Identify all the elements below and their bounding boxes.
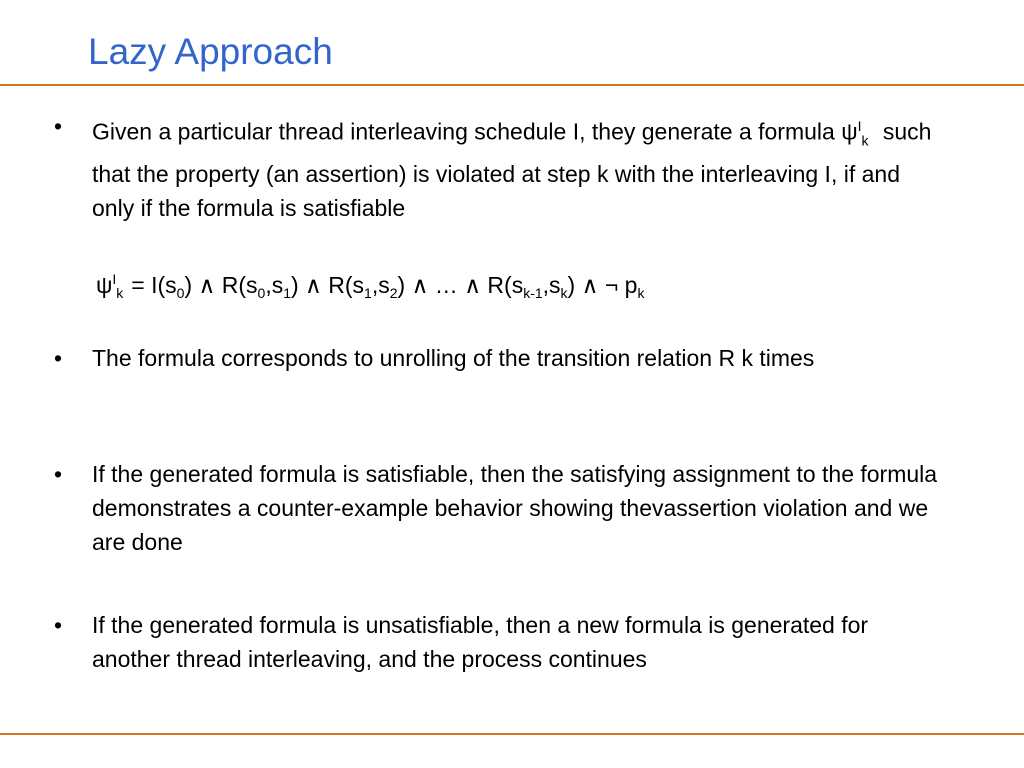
formula-subscript: k — [560, 285, 568, 301]
formula-text: ,s — [265, 272, 284, 298]
formula-subscript: 1 — [364, 285, 372, 301]
psi-symbol: ψ — [96, 272, 113, 298]
bullet-item-3 — [50, 457, 940, 559]
formula-subscript: 0 — [257, 285, 266, 301]
bottom-divider — [0, 733, 1024, 735]
formula-superscript: I — [857, 118, 862, 134]
bullet-text-part: such that the property (an assertion) is violated at step k with the interleaving I, if and only if the formula is satisfiable — [92, 118, 932, 222]
bullet-text: The formula corresponds to unrolling of the transition relation R k times — [92, 345, 815, 371]
formula-text: ) ∧ R(s — [184, 272, 258, 298]
formula-subscript: k — [637, 285, 645, 301]
formula-subscript: 0 — [176, 285, 185, 301]
bullet-marker: • — [54, 113, 63, 139]
slide-title: Lazy Approach — [88, 31, 333, 72]
formula-superscript: I — [112, 271, 117, 287]
bullet-text — [92, 109, 940, 225]
formula-text: ,s — [542, 272, 561, 298]
formula-subscript: k — [861, 132, 869, 149]
formula-text: ) ∧ R(s — [291, 272, 365, 298]
formula-subscript: k-1 — [523, 285, 543, 301]
bullet-text: If the generated formula is unsatisfiable, then a new formula is generated for another thread interleaving, and the process continues — [92, 612, 869, 672]
bullet-text-part: Given a particular thread interleaving schedule I, they generate a formula ψ — [92, 118, 858, 145]
bullet-item-4 — [50, 608, 940, 676]
formula-text: = I(s — [131, 272, 177, 298]
formula-subscript: 2 — [389, 285, 398, 301]
top-divider — [0, 84, 1024, 86]
bullet-item-1 — [50, 109, 940, 225]
bullet-marker: • — [54, 612, 63, 638]
bullet-marker: • — [54, 461, 63, 487]
formula-text: ) ∧ ¬ p — [567, 272, 638, 298]
formula-text: ) ∧ … ∧ R(s — [397, 272, 524, 298]
bullet-marker: • — [54, 345, 63, 371]
formula-text: ,s — [371, 272, 390, 298]
bullet-text: If the generated formula is satisfiable, then the satisfying assignment to the formula demonstrates a counter-example behavior showing thevassertion violation and we are done — [92, 461, 938, 555]
formula-line — [96, 262, 644, 310]
formula-subscript: k — [116, 285, 124, 301]
formula-subscript: 1 — [283, 285, 291, 301]
bullet-item-2 — [50, 341, 940, 375]
